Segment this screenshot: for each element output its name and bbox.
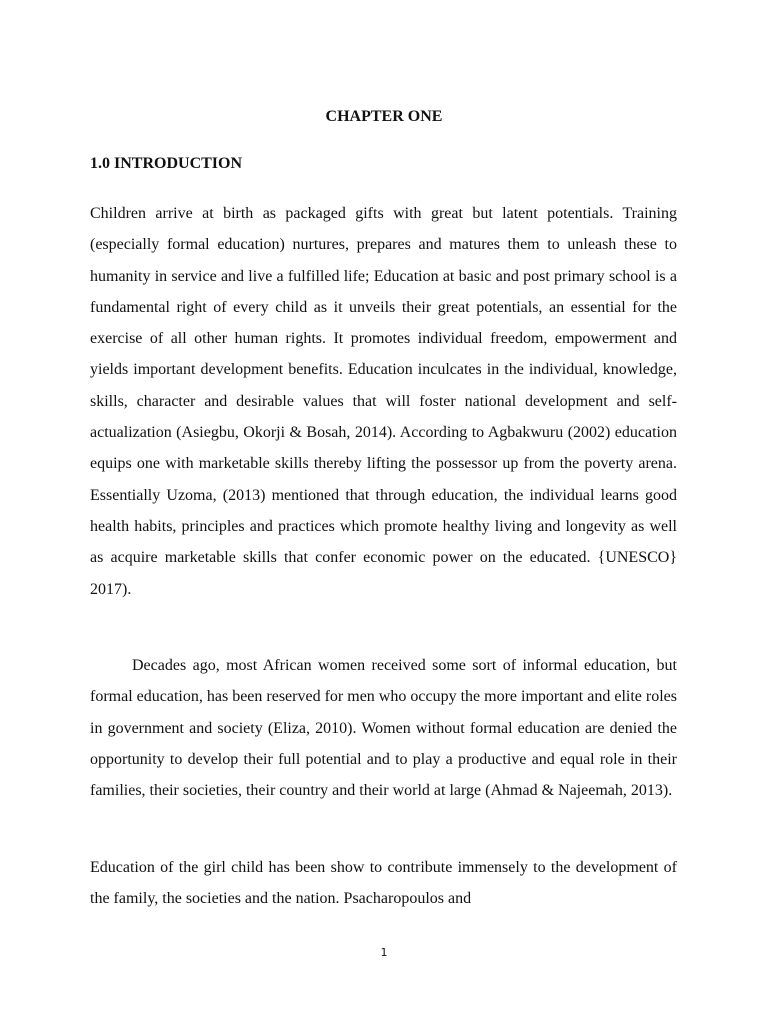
chapter-title: CHAPTER ONE <box>325 108 443 125</box>
page-number: 1 <box>380 946 388 959</box>
paragraph-girl-child: Education of the girl child has been show to contribute immensely to the development of the family, the societies and the nation. Psacharopoulos and <box>90 859 677 908</box>
paragraph-introduction: Children arrive at birth as packaged gifts with great but latent potentials. Training (especially formal education) nurtures, prepares and matures them to unleash these to humanity in service and live a fulfilled life; Education at basic and post primary school is a fundamental right of every child as it unveils their great potentials, an essential for the exercise of all other human rights. It promotes individual freedom, empowerment and yields important development benefits. Education inculcates in the individual, knowledge, skills, character and desirable values that will foster national development and self-actualization (Asiegbu, Okorji & Bosah, 2014). According to Agbakwuru (2002) education equips one with marketable skills thereby lifting the possessor up from the poverty arena. Essentially Uzoma, (2013) mentioned that through education, the individual learns good health habits, principles and practices which promote healthy living and longevity as well as acquire marketable skills that confer economic power on the educated. {UNESCO} 2017). <box>90 205 677 598</box>
section-heading: 1.0 INTRODUCTION <box>90 155 243 172</box>
paragraph-african-women: Decades ago, most African women received some sort of informal education, but formal education, has been reserved for men who occupy the more important and elite roles in government and society (Eliza, 2010). Women without formal education are denied the opportunity to develop their full potential and to play a productive and equal role in their families, their societies, their country and their world at large (Ahmad & Najeemah, 2013). <box>90 657 677 800</box>
